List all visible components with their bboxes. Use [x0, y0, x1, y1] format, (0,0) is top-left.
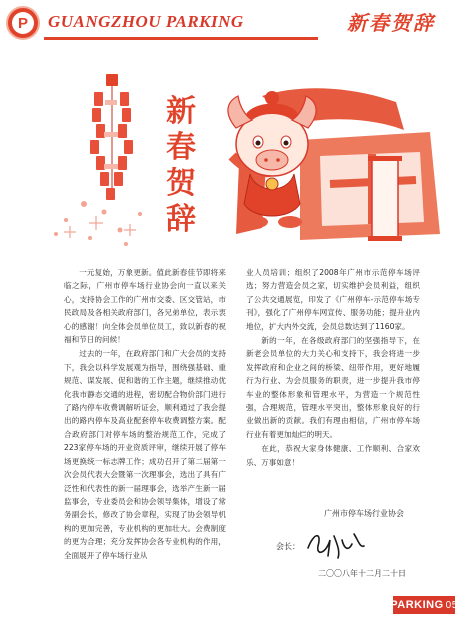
signoff-organization: 广州市停车场行业协会: [324, 509, 404, 518]
hero-art: [0, 44, 460, 254]
scroll-banner-icon: [368, 156, 402, 241]
association-logo: [6, 6, 40, 40]
signature-icon: [304, 526, 368, 562]
footer-magazine-name: PARKING: [390, 599, 444, 611]
hero-title-char-1: 新: [166, 94, 196, 129]
footer-page-badge: [390, 596, 458, 614]
magazine-title: GUANGZHOU PARKING: [48, 12, 244, 31]
hero-title-char-4: 辞: [166, 202, 196, 237]
signoff-date: 二〇〇八年十二月二十日: [318, 569, 406, 578]
body-column-right: [246, 266, 420, 470]
sparkle-stars: [64, 216, 136, 238]
chair-label: 会长：: [276, 542, 300, 551]
paragraph: 业人员培训；组织了2008年广州市示范停车场评选；努力营造会员之家，切实维护会员利益，组织了公共交通展览，印发了《广州停车-示范停车场专刊》，强化了广州停车网宣传、服务功能；提升业内地位，扩大内外交流，会员总数达到了1160家。: [246, 268, 420, 331]
firecrackers-icon: [90, 74, 133, 200]
hero-title-char-3: 贺: [166, 166, 196, 201]
paragraph: 新的一年，在各级政府部门的坚强指导下，在新老会员单位的大力关心和支持下，我会将进一步发挥政府和企业之间的桥梁、纽带作用，更好地履行为行业、为会员服务的职责，进一步提升我市停车业的整体形象和管理水平，为营造一个规范性强，合理规范，管理水平突出，整体形象良好的行业做出新的贡献。我们有理由相信，广州市停车场行业有着更加灿烂的明天。: [246, 336, 420, 439]
logo-letter: P: [12, 12, 34, 34]
header-greeting: 新春贺辞: [328, 6, 454, 36]
hero-illustration: [0, 44, 460, 254]
header-rule: [44, 37, 318, 40]
body-column-left: [64, 266, 226, 563]
paragraph: 在此，恭祝大家身体健康、工作顺利、合家欢乐、万事如意！: [246, 444, 420, 467]
page-number: 05: [445, 599, 458, 611]
paragraph: 一元复始，万象更新。值此新春佳节即将来临之际，广州市停车场行业协会向一直以来关心，支持协会工作的广州市交委、区交管站，市民政局及各相关政府部门，各兄弟单位，表示衷心的感谢！向全体会员单位员工，致以新春的祝福和节日的问候！: [64, 268, 226, 345]
paragraph: 过去的一年，在政府部门和广大会员的支持下，我会以科学发展观为指导，围绕强基础、重规范、谋发展、促和谐的工作主题，继续推动优化我市静态交通的进程，密切配合物价部门进行了路内停车收费调解听证会，顺利通过了我会提出的路内停车及高业配套停车收费调整方案。配合政府部门对停车场的整治规范工作，完成了223家停车场的开业资质评审，继续开展了停车场更换统一标志牌工作；成功召开了第二届第一次会员代表大会暨第一次理事会，选出了具有广泛性和代表性的新一届理事会，选举产生新一届监事会，专业委员会和协会领导集体，增设了常务副会长，修改了协会章程，实现了协会领导机构的更加完善，专业机构的更加壮大。会费制度的更为合理；充分发挥协会各专业机构的作用，全面展开了停车场行业从: [64, 349, 226, 560]
hero-title-char-2: 春: [166, 130, 196, 165]
